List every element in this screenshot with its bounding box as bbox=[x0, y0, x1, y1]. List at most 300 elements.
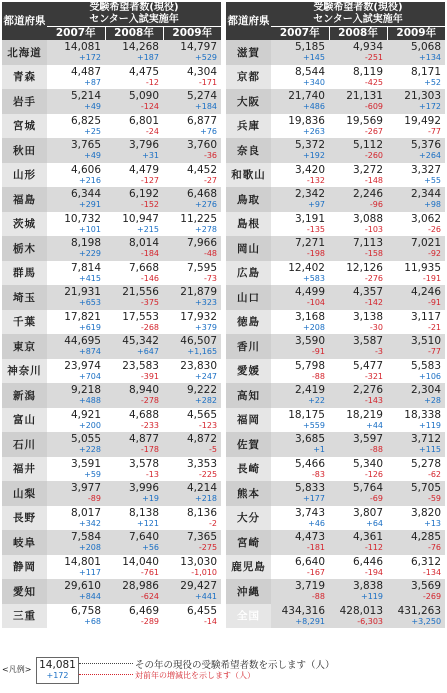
applicant-count: 5,764 bbox=[352, 482, 383, 494]
applicant-count: 3,597 bbox=[352, 433, 383, 445]
table-row bbox=[2, 359, 221, 384]
change-value: +87 bbox=[84, 77, 101, 87]
change-value: -269 bbox=[422, 592, 442, 601]
change-value: +56 bbox=[142, 543, 159, 552]
change-value: +228 bbox=[79, 445, 101, 454]
legend-leader-line bbox=[79, 674, 133, 675]
prefecture-name: 富山 bbox=[2, 408, 47, 433]
prefecture-name: 千葉 bbox=[2, 310, 47, 335]
applicant-count: 3,765 bbox=[70, 139, 101, 151]
data-cell bbox=[387, 481, 445, 506]
data-cell bbox=[329, 65, 387, 90]
data-cell bbox=[271, 65, 329, 90]
data-cell bbox=[163, 334, 221, 359]
applicant-count: 4,214 bbox=[186, 482, 218, 494]
header-prefecture: 都道府県 bbox=[2, 2, 47, 40]
applicant-count: 5,372 bbox=[294, 139, 325, 151]
data-cell bbox=[329, 334, 387, 359]
change-value: -26 bbox=[427, 224, 442, 234]
data-cell bbox=[387, 285, 445, 310]
applicant-count: 18,175 bbox=[288, 408, 325, 421]
data-cell bbox=[105, 310, 163, 335]
change-value: -73 bbox=[203, 273, 218, 283]
change-value: -5 bbox=[209, 445, 218, 454]
change-value: -275 bbox=[198, 543, 218, 552]
applicant-count: 4,357 bbox=[352, 286, 383, 298]
applicant-count: 4,921 bbox=[70, 408, 101, 421]
prefecture-name: 山形 bbox=[2, 163, 47, 188]
data-cell bbox=[47, 285, 105, 310]
change-value: -127 bbox=[140, 175, 159, 185]
table-row bbox=[2, 138, 221, 163]
table-row bbox=[2, 432, 221, 457]
legend-label: <凡例> bbox=[2, 665, 32, 674]
change-value: +653 bbox=[79, 298, 101, 307]
applicant-count: 4,475 bbox=[128, 65, 159, 78]
change-value: +291 bbox=[79, 200, 101, 209]
change-value: -36 bbox=[203, 151, 218, 160]
applicant-count: 6,469 bbox=[128, 604, 159, 617]
applicant-count: 3,353 bbox=[186, 457, 218, 470]
change-value: +583 bbox=[303, 273, 325, 283]
header-year: 2008年 bbox=[329, 27, 387, 41]
change-value: +97 bbox=[308, 200, 325, 209]
applicant-count: 8,136 bbox=[186, 506, 218, 519]
data-cell bbox=[329, 359, 387, 384]
applicant-count: 4,877 bbox=[128, 433, 159, 445]
prefecture-name: 広島 bbox=[226, 261, 271, 286]
change-value: +264 bbox=[419, 151, 442, 160]
data-cell bbox=[163, 89, 221, 114]
change-value: +31 bbox=[142, 151, 159, 160]
applicant-count: 3,117 bbox=[410, 310, 442, 323]
applicant-count: 5,798 bbox=[294, 359, 325, 372]
applicant-count: 3,743 bbox=[294, 506, 325, 519]
data-cell bbox=[387, 114, 445, 139]
applicant-count: 19,836 bbox=[288, 114, 325, 127]
applicant-count: 21,556 bbox=[122, 286, 159, 298]
data-cell bbox=[163, 138, 221, 163]
change-value: +145 bbox=[303, 53, 325, 62]
data-cell bbox=[47, 555, 105, 580]
table-row bbox=[226, 114, 445, 139]
data-cell bbox=[47, 579, 105, 604]
data-cell bbox=[163, 163, 221, 188]
prefecture-name: 青森 bbox=[2, 65, 47, 90]
change-value: -104 bbox=[306, 298, 325, 307]
applicant-count: 4,487 bbox=[70, 65, 101, 78]
table-row bbox=[226, 163, 445, 188]
applicant-count: 8,119 bbox=[352, 65, 383, 78]
data-cell bbox=[105, 457, 163, 482]
prefecture-name: 岐阜 bbox=[2, 530, 47, 555]
applicant-count: 14,081 bbox=[64, 41, 101, 53]
change-value: +119 bbox=[361, 592, 383, 601]
change-value: -76 bbox=[427, 543, 442, 552]
applicant-count: 2,342 bbox=[294, 188, 325, 200]
applicant-count: 7,271 bbox=[294, 237, 325, 249]
header-year: 2009年 bbox=[387, 27, 445, 41]
change-value: +619 bbox=[79, 322, 101, 332]
change-value: -143 bbox=[364, 396, 383, 405]
applicant-count: 2,344 bbox=[410, 188, 442, 200]
change-value: -59 bbox=[427, 494, 442, 503]
change-value: -142 bbox=[364, 298, 383, 307]
change-value: +704 bbox=[79, 371, 101, 381]
data-cell bbox=[271, 506, 329, 531]
data-cell bbox=[105, 40, 163, 65]
change-value: +215 bbox=[137, 224, 159, 234]
data-cell bbox=[271, 212, 329, 237]
table-row bbox=[226, 408, 445, 433]
prefecture-name: 大阪 bbox=[226, 89, 271, 114]
data-cell bbox=[271, 163, 329, 188]
data-cell bbox=[271, 530, 329, 555]
change-value: -48 bbox=[203, 249, 218, 258]
applicant-count: 3,420 bbox=[294, 163, 325, 176]
data-cell bbox=[271, 40, 329, 65]
change-value: +98 bbox=[424, 200, 442, 209]
change-value: -126 bbox=[364, 469, 383, 479]
change-value: -135 bbox=[306, 224, 325, 234]
change-value: -112 bbox=[364, 543, 383, 552]
table-row bbox=[226, 40, 445, 65]
change-value: +55 bbox=[424, 175, 442, 185]
change-value: +52 bbox=[424, 77, 442, 87]
prefecture-name: 山梨 bbox=[2, 481, 47, 506]
data-cell bbox=[387, 334, 445, 359]
change-value: -158 bbox=[364, 249, 383, 258]
applicant-count: 5,477 bbox=[352, 359, 383, 372]
change-value: -268 bbox=[140, 322, 159, 332]
change-value: -391 bbox=[140, 371, 159, 381]
applicant-count: 12,402 bbox=[288, 261, 325, 274]
change-value: -267 bbox=[364, 126, 383, 136]
table-row bbox=[2, 334, 221, 359]
prefecture-name: 岩手 bbox=[2, 89, 47, 114]
change-value: +13 bbox=[424, 518, 442, 528]
change-value: +64 bbox=[366, 518, 383, 528]
table-row bbox=[226, 604, 445, 629]
applicant-count: 6,344 bbox=[70, 188, 101, 200]
change-value: -624 bbox=[140, 592, 159, 601]
table-row bbox=[226, 432, 445, 457]
table-row bbox=[2, 187, 221, 212]
applicant-count: 8,017 bbox=[70, 506, 101, 519]
data-cell bbox=[163, 114, 221, 139]
table-row bbox=[2, 236, 221, 261]
data-cell bbox=[105, 604, 163, 629]
data-cell bbox=[105, 285, 163, 310]
change-value: -198 bbox=[306, 249, 325, 258]
change-value: +184 bbox=[195, 102, 218, 111]
data-cell bbox=[163, 310, 221, 335]
change-value: -91 bbox=[427, 298, 442, 307]
data-cell bbox=[329, 579, 387, 604]
data-cell bbox=[387, 604, 445, 629]
table-row bbox=[226, 212, 445, 237]
prefecture-name: 香川 bbox=[226, 334, 271, 359]
applicant-count: 4,304 bbox=[186, 65, 218, 78]
change-value: +486 bbox=[303, 102, 325, 111]
data-cell bbox=[271, 604, 329, 629]
change-value: +216 bbox=[79, 175, 101, 185]
applicant-count: 5,466 bbox=[294, 457, 325, 470]
data-cell bbox=[387, 359, 445, 384]
prefecture-name: 長野 bbox=[2, 506, 47, 531]
prefecture-name: 福岡 bbox=[226, 408, 271, 433]
prefecture-name: 長崎 bbox=[226, 457, 271, 482]
data-cell bbox=[387, 261, 445, 286]
data-cell bbox=[105, 212, 163, 237]
table-row bbox=[226, 310, 445, 335]
table-row bbox=[2, 261, 221, 286]
applicant-count: 7,668 bbox=[128, 261, 159, 274]
applicant-count: 3,569 bbox=[410, 580, 442, 592]
change-value: +529 bbox=[195, 53, 218, 62]
change-value: -62 bbox=[427, 469, 442, 479]
applicant-count: 5,274 bbox=[186, 90, 218, 102]
change-value: +49 bbox=[84, 102, 101, 111]
prefecture-name: 山口 bbox=[226, 285, 271, 310]
change-value: -69 bbox=[369, 494, 383, 503]
change-value: -276 bbox=[364, 273, 383, 283]
data-cell bbox=[163, 40, 221, 65]
applicant-count: 3,712 bbox=[410, 433, 442, 445]
applicant-count: 8,940 bbox=[128, 384, 159, 396]
table-row bbox=[2, 310, 221, 335]
data-cell bbox=[271, 89, 329, 114]
data-cell bbox=[329, 40, 387, 65]
applicant-count: 4,479 bbox=[128, 163, 159, 176]
table-row bbox=[226, 383, 445, 408]
change-value: -233 bbox=[140, 420, 159, 430]
table-row bbox=[226, 530, 445, 555]
data-cell bbox=[47, 408, 105, 433]
data-cell bbox=[271, 285, 329, 310]
change-value: +172 bbox=[419, 102, 442, 111]
change-value: +379 bbox=[195, 322, 218, 332]
applicant-count: 7,113 bbox=[352, 237, 383, 249]
applicant-count: 428,013 bbox=[339, 604, 383, 617]
change-value: -146 bbox=[140, 273, 159, 283]
header-title: 受験希望者数(現役) bbox=[47, 2, 221, 14]
prefecture-name: 京都 bbox=[226, 65, 271, 90]
change-value: -77 bbox=[427, 347, 442, 356]
change-value: +177 bbox=[303, 494, 325, 503]
prefecture-name: 愛媛 bbox=[226, 359, 271, 384]
change-value: -14 bbox=[203, 616, 218, 626]
data-cell bbox=[271, 187, 329, 212]
change-value: -225 bbox=[198, 469, 218, 479]
data-cell bbox=[329, 481, 387, 506]
applicant-count: 14,801 bbox=[64, 555, 101, 568]
applicant-count: 3,977 bbox=[70, 482, 101, 494]
applicant-count: 17,821 bbox=[64, 310, 101, 323]
applicant-count: 17,553 bbox=[122, 310, 159, 323]
applicant-count: 18,219 bbox=[346, 408, 383, 421]
change-value: +49 bbox=[84, 151, 101, 160]
change-value: -96 bbox=[369, 200, 383, 209]
change-value: +340 bbox=[303, 77, 325, 87]
applicant-count: 9,222 bbox=[186, 384, 218, 396]
change-value: +76 bbox=[200, 126, 218, 136]
data-cell bbox=[47, 187, 105, 212]
data-cell bbox=[329, 506, 387, 531]
applicant-count: 4,688 bbox=[128, 408, 159, 421]
table-row bbox=[2, 555, 221, 580]
applicant-count: 3,719 bbox=[294, 580, 325, 592]
applicant-count: 5,185 bbox=[294, 41, 325, 53]
data-cell bbox=[163, 65, 221, 90]
change-value: -134 bbox=[422, 567, 442, 577]
change-value: -91 bbox=[311, 347, 325, 356]
data-cell bbox=[163, 604, 221, 629]
prefecture-name: 秋田 bbox=[2, 138, 47, 163]
data-cell bbox=[387, 138, 445, 163]
table-row bbox=[2, 481, 221, 506]
change-value: +134 bbox=[419, 53, 442, 62]
change-value: -88 bbox=[369, 445, 383, 454]
change-value: -171 bbox=[198, 77, 218, 87]
applicant-count: 14,040 bbox=[122, 555, 159, 568]
table-row bbox=[226, 138, 445, 163]
change-value: +68 bbox=[84, 616, 101, 626]
applicant-count: 3,168 bbox=[294, 310, 325, 323]
prefecture-name: 高知 bbox=[226, 383, 271, 408]
change-value: -89 bbox=[87, 494, 101, 503]
legend-leader-line bbox=[79, 663, 133, 664]
data-cell bbox=[271, 359, 329, 384]
change-value: -6,303 bbox=[357, 616, 383, 626]
applicant-count: 6,825 bbox=[70, 114, 101, 127]
data-cell bbox=[329, 408, 387, 433]
change-value: +415 bbox=[79, 273, 101, 283]
change-value: +3,250 bbox=[411, 616, 442, 626]
applicant-count: 3,685 bbox=[294, 433, 325, 445]
change-value: -278 bbox=[140, 396, 159, 405]
data-cell bbox=[47, 457, 105, 482]
applicant-count: 3,578 bbox=[128, 457, 159, 470]
data-cell bbox=[47, 334, 105, 359]
change-value: -251 bbox=[364, 53, 383, 62]
table-row bbox=[2, 506, 221, 531]
data-cell bbox=[47, 261, 105, 286]
applicant-count: 17,932 bbox=[180, 310, 218, 323]
data-cell bbox=[387, 555, 445, 580]
data-cell bbox=[387, 212, 445, 237]
change-value: +647 bbox=[137, 347, 159, 356]
change-value: +22 bbox=[308, 396, 325, 405]
legend-example-box bbox=[36, 657, 79, 684]
data-cell bbox=[387, 40, 445, 65]
applicant-count: 434,316 bbox=[281, 604, 325, 617]
data-cell bbox=[105, 555, 163, 580]
data-cell bbox=[329, 285, 387, 310]
prefecture-name: 栃木 bbox=[2, 236, 47, 261]
data-cell bbox=[271, 432, 329, 457]
applicant-count: 7,021 bbox=[410, 237, 442, 249]
applicant-count: 29,610 bbox=[64, 580, 101, 592]
data-cell bbox=[105, 432, 163, 457]
applicant-count: 6,877 bbox=[186, 114, 218, 127]
applicant-count: 3,510 bbox=[410, 335, 442, 347]
table-row bbox=[2, 40, 221, 65]
legend-example-change: +172 bbox=[46, 671, 69, 680]
table-row bbox=[226, 236, 445, 261]
change-value: +117 bbox=[79, 567, 101, 577]
data-cell bbox=[105, 261, 163, 286]
data-cell bbox=[329, 212, 387, 237]
data-cell bbox=[271, 138, 329, 163]
table-row bbox=[2, 114, 221, 139]
applicant-count: 3,820 bbox=[410, 506, 442, 519]
table-right bbox=[226, 2, 445, 628]
table-row bbox=[226, 285, 445, 310]
applicant-count: 4,452 bbox=[186, 163, 218, 176]
applicant-count: 5,055 bbox=[70, 433, 101, 445]
data-cell bbox=[163, 408, 221, 433]
change-value: +441 bbox=[195, 592, 218, 601]
change-value: +172 bbox=[79, 53, 101, 62]
data-cell bbox=[387, 310, 445, 335]
applicant-count: 11,225 bbox=[180, 212, 218, 225]
prefecture-name: 石川 bbox=[2, 432, 47, 457]
data-cell bbox=[387, 432, 445, 457]
applicant-count: 5,340 bbox=[352, 457, 383, 470]
legend-text-change: 対前年の増減比を示します（人） bbox=[135, 671, 255, 680]
data-cell bbox=[105, 89, 163, 114]
change-value: +8,291 bbox=[295, 616, 325, 626]
applicant-count: 5,278 bbox=[410, 457, 442, 470]
data-cell bbox=[387, 163, 445, 188]
data-cell bbox=[329, 261, 387, 286]
applicant-count: 2,419 bbox=[294, 384, 325, 396]
data-cell bbox=[163, 555, 221, 580]
applicant-count: 6,312 bbox=[410, 555, 442, 568]
data-cell bbox=[387, 383, 445, 408]
applicant-count: 4,285 bbox=[410, 531, 442, 543]
change-value: +121 bbox=[137, 518, 159, 528]
change-value: -24 bbox=[145, 126, 159, 136]
prefecture-name: 茨城 bbox=[2, 212, 47, 237]
change-value: +46 bbox=[308, 518, 325, 528]
data-cell bbox=[387, 65, 445, 90]
applicant-count: 19,569 bbox=[346, 114, 383, 127]
applicant-count: 3,590 bbox=[294, 335, 325, 347]
change-value: -123 bbox=[198, 420, 218, 430]
table-row bbox=[226, 261, 445, 286]
prefecture-name: 岡山 bbox=[226, 236, 271, 261]
change-value: -609 bbox=[364, 102, 383, 111]
prefecture-name: 沖縄 bbox=[226, 579, 271, 604]
change-value: +844 bbox=[79, 592, 101, 601]
data-cell bbox=[329, 530, 387, 555]
data-cell bbox=[47, 481, 105, 506]
prefecture-name: 和歌山 bbox=[226, 163, 271, 188]
prefecture-name: 三重 bbox=[2, 604, 47, 629]
applicant-count: 7,814 bbox=[70, 261, 101, 274]
data-cell bbox=[163, 212, 221, 237]
change-value: +28 bbox=[424, 396, 442, 405]
table-left bbox=[2, 2, 221, 628]
change-value: -194 bbox=[364, 567, 383, 577]
change-value: -77 bbox=[427, 126, 442, 136]
applicant-count: 21,303 bbox=[404, 90, 442, 102]
table-row bbox=[226, 359, 445, 384]
applicant-count: 46,507 bbox=[180, 335, 218, 347]
applicant-count: 6,801 bbox=[128, 114, 159, 127]
